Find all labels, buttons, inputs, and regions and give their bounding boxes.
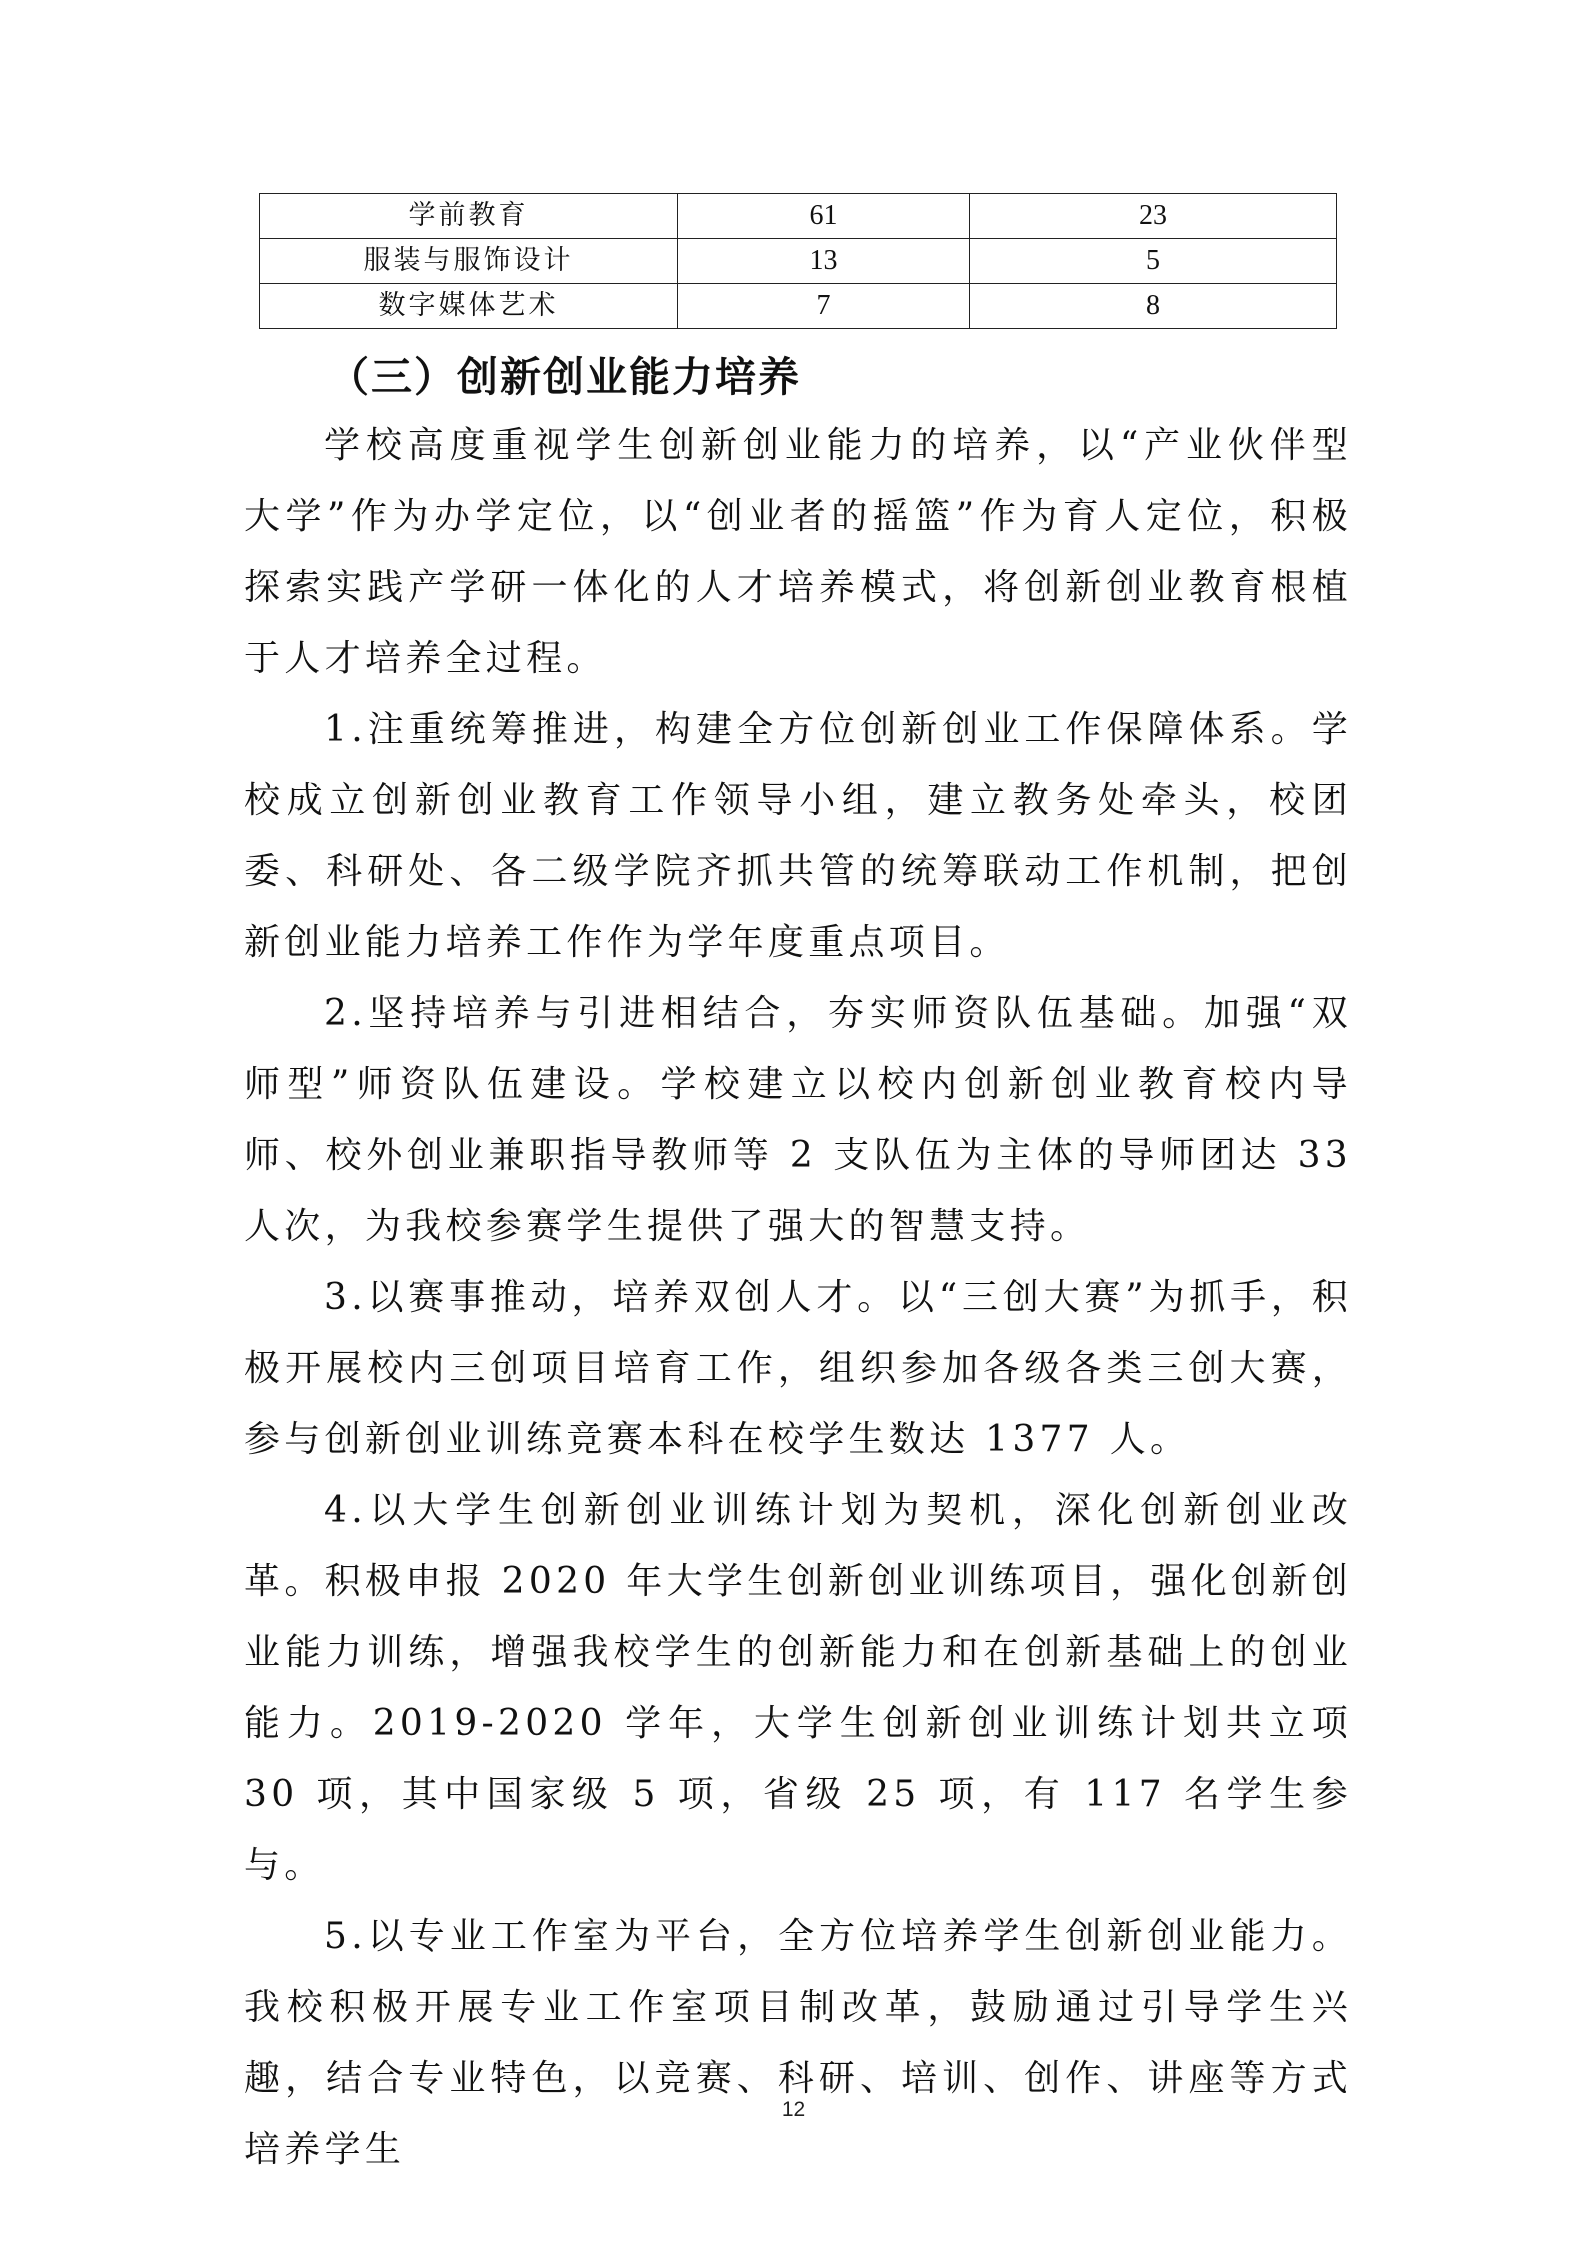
section-body: [244, 410, 1352, 2185]
paragraph-item-4: 4.以大学生创新创业训练计划为契机，深化创新创业改革。积极申报 2020 年大学生创新创业训练项目，强化创新创业能力训练，增强我校学生的创新能力和在创新基础上的创业能力。2019-2020 学年，大学生创新创业训练计划共立项 30 项，其中国家级 5 项，省级 25 项，有 117 名学生参与。: [244, 1490, 1352, 1886]
paragraph-item-3: 3.以赛事推动，培养双创人才。以“三创大赛”为抓手，积极开展校内三创项目培育工作，组织参加各级各类三创大赛，参与创新创业训练竞赛本科在校学生数达 1377 人。: [244, 1277, 1352, 1460]
table-row: [260, 194, 1337, 239]
major-name-cell: 服装与服饰设计: [260, 239, 678, 284]
table-row: [260, 284, 1337, 329]
paragraph-item-5: 5.以专业工作室为平台，全方位培养学生创新创业能力。我校积极开展专业工作室项目制改革，鼓励通过引导学生兴趣，结合专业特色，以竞赛、科研、培训、创作、讲座等方式培养学生: [244, 1916, 1352, 2170]
paragraph-item-1: 1.注重统筹推进，构建全方位创新创业工作保障体系。学校成立创新创业教育工作领导小组，建立教务处牵头，校团委、科研处、各二级学院齐抓共管的统筹联动工作机制，把创新创业能力培养工作作为学年度重点项目。: [244, 709, 1352, 963]
value-cell: 5: [970, 239, 1337, 284]
major-statistics-table: [259, 193, 1337, 329]
intro-paragraph: 学校高度重视学生创新创业能力的培养，以“产业伙伴型大学”作为办学定位，以“创业者的摇篮”作为育人定位，积极探索实践产学研一体化的人才培养模式，将创新创业教育根植于人才培养全过程。: [244, 425, 1352, 679]
major-name-cell: 学前教育: [260, 194, 678, 239]
value-cell: 7: [678, 284, 970, 329]
value-cell: 13: [678, 239, 970, 284]
major-name-cell: 数字媒体艺术: [260, 284, 678, 329]
value-cell: 23: [970, 194, 1337, 239]
paragraph-item-2: 2.坚持培养与引进相结合，夯实师资队伍基础。加强“双师型”师资队伍建设。学校建立以校内创新创业教育校内导师、校外创业兼职指导教师等 2 支队伍为主体的导师团达 33 人次，为我校参赛学生提供了强大的智慧支持。: [244, 993, 1352, 1247]
value-cell: 8: [970, 284, 1337, 329]
table-row: [260, 239, 1337, 284]
page-number: 12: [781, 2098, 806, 2121]
value-cell: 61: [678, 194, 970, 239]
section-heading: （三）创新创业能力培养: [328, 353, 801, 401]
